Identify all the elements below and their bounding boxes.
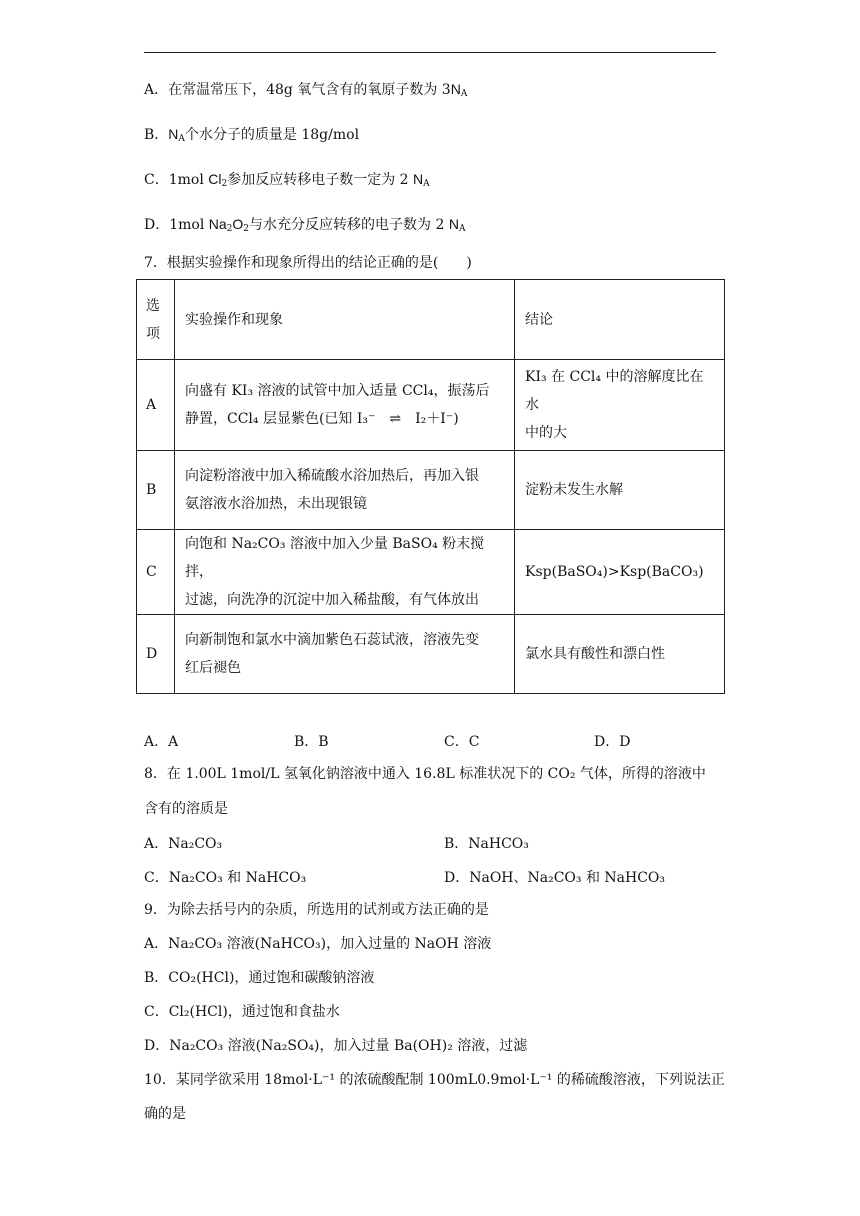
row-conclusion: 淀粉未发生水解: [515, 451, 725, 530]
conclusion-line: 中的大: [525, 425, 567, 441]
na2o2-o: O: [232, 216, 244, 232]
q6-c-suffix: 参加反应转移电子数一定为 2: [227, 172, 409, 188]
row-operation: [175, 451, 515, 530]
table-row: [137, 615, 725, 694]
cl2-formula: Cl: [208, 171, 222, 187]
q7-option-b: B．B: [294, 734, 329, 750]
na2o2-formula: Na: [208, 216, 227, 232]
na-subscript: A: [178, 134, 185, 144]
q7-stem: 7．根据实验操作和现象所得出的结论正确的是( ): [144, 255, 472, 271]
q9-option-b: B．CO₂(HCl)，通过饱和碳酸钠溶液: [144, 970, 375, 986]
q6-c-prefix: C．1mol: [144, 172, 209, 188]
q8-stem-line1: 8．在 1.00L 1mol/L 氢氧化钠溶液中通入 16.8L 标准状况下的 CO₂ 气体，所得的溶液中: [144, 766, 706, 782]
q7-option-d: D．D: [594, 734, 631, 750]
row-operation: [175, 530, 515, 615]
q6-option-a: [144, 79, 467, 100]
q9-option-d: D．Na₂CO₃ 溶液(Na₂SO₄)，加入过量 Ba(OH)₂ 溶液，过滤: [144, 1038, 528, 1054]
header-option-cell: [137, 280, 175, 360]
header-option-line2: 项: [146, 325, 160, 342]
na-symbol: N: [450, 81, 461, 97]
op-line: 红后褪色: [185, 660, 241, 676]
header-option-line1: 选: [146, 297, 160, 314]
q8-option-d: D．NaOH、Na₂CO₃ 和 NaHCO₃: [444, 870, 666, 886]
row-conclusion: [515, 360, 725, 451]
row-label: C: [137, 530, 175, 615]
op-line: 向盛有 KI₃ 溶液的试管中加入适量 CCl₄，振荡后: [185, 383, 490, 399]
op-line: 氨溶液水浴加热，未出现银镜: [185, 496, 367, 512]
q6-b-suffix: 个水分子的质量是 18g/mol: [184, 127, 360, 143]
q7-option-c: C．C: [444, 734, 480, 750]
na-subscript: A: [460, 89, 468, 99]
na-symbol: N: [448, 216, 459, 232]
op-line: 过滤，向洗净的沉淀中加入稀盐酸，有气体放出: [185, 592, 479, 608]
row-conclusion: Ksp(BaSO₄)>Ksp(BaCO₃): [515, 530, 725, 615]
op-line: 向淀粉溶液中加入稀硫酸水浴加热后，再加入银: [185, 468, 479, 484]
header-conclusion-cell: 结论: [515, 280, 725, 360]
na-symbol: N: [413, 171, 424, 187]
row-operation: [175, 360, 515, 451]
q10-stem-line1: 10．某同学欲采用 18mol·L⁻¹ 的浓硫酸配制 100mL0.9mol·L⁻¹ 的稀硫酸溶液，下列说法正: [144, 1072, 725, 1088]
q8-option-c: C．Na₂CO₃ 和 NaHCO₃: [144, 870, 307, 886]
q6-b-prefix: B．: [144, 127, 169, 143]
q6-option-d: [144, 214, 465, 235]
row-conclusion: 氯水具有酸性和漂白性: [515, 615, 725, 694]
experiment-table: [136, 279, 725, 694]
q6-option-c: [144, 169, 430, 190]
op-line: 向饱和 Na₂CO₃ 溶液中加入少量 BaSO₄ 粉末搅拌，: [185, 536, 485, 580]
q6-d-suffix: 与水充分反应转移的电子数为 2: [249, 217, 445, 233]
conclusion-line: KI₃ 在 CCl₄ 中的溶解度比在水: [525, 369, 704, 413]
q6-option-b: [144, 124, 359, 145]
header-operation-cell: 实验操作和现象: [175, 280, 515, 360]
q8-stem-line2: 含有的溶质是: [144, 801, 228, 817]
table-row: [137, 530, 725, 615]
table-row: [137, 451, 725, 530]
q9-stem: 9．为除去括号内的杂质，所选用的试剂或方法正确的是: [144, 902, 489, 918]
na-symbol: N: [168, 126, 179, 142]
na2o2-sub2: 2: [243, 224, 250, 234]
row-label: D: [137, 615, 175, 694]
op-line: 静置，CCl₄ 层显紫色(已知 I₃⁻ ⇌ I₂＋I⁻): [185, 411, 459, 427]
na-subscript: A: [458, 224, 466, 234]
q7-option-a: A．A: [144, 734, 179, 750]
q9-option-a: A．Na₂CO₃ 溶液(NaHCO₃)，加入过量的 NaOH 溶液: [144, 936, 492, 952]
row-label: B: [137, 451, 175, 530]
q9-option-c: C．Cl₂(HCl)，通过饱和食盐水: [144, 1004, 340, 1020]
q8-option-a: A．Na₂CO₃: [144, 836, 223, 852]
q8-option-b: B．NaHCO₃: [444, 836, 529, 852]
na2o2-sub1: 2: [226, 224, 233, 234]
na-subscript: A: [423, 179, 430, 189]
row-operation: [175, 615, 515, 694]
row-label: A: [137, 360, 175, 451]
q6-d-prefix: D．1mol: [144, 217, 209, 233]
op-line: 向新制饱和氯水中滴加紫色石蕊试液，溶液先变: [185, 632, 479, 648]
q6-a-text: A．在常温常压下，48g 氧气含有的氧原子数为 3: [144, 82, 451, 98]
q10-stem-line2: 确的是: [144, 1106, 186, 1122]
table-row: [137, 360, 725, 451]
table-header-row: [137, 280, 725, 360]
cl2-subscript: 2: [221, 179, 228, 189]
header-rule: [144, 52, 716, 53]
